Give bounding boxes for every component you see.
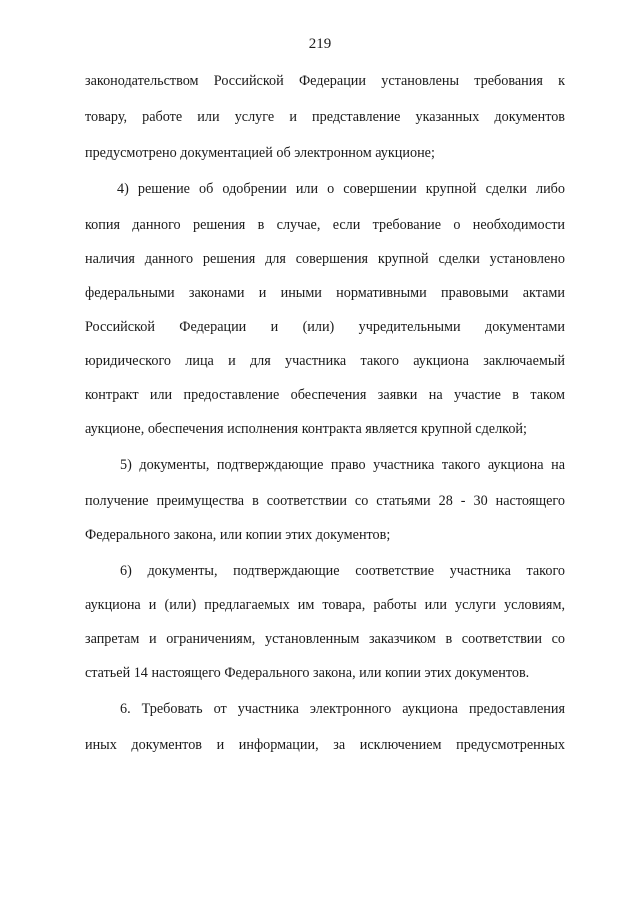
text-line: получение преимущества в соответствии со статьями 28 - 30 настоящего: [85, 493, 565, 509]
text-line: наличия данного решения для совершения крупной сделки установлено: [85, 251, 565, 267]
text-line: иных документов и информации, за исключением предусмотренных: [85, 737, 565, 753]
text-line: юридического лица и для участника такого аукциона заключаемый: [85, 353, 565, 369]
text-line: копия данного решения в случае, если требование о необходимости: [85, 217, 565, 233]
text-line: аукциона и (или) предлагаемых им товара, работы или услуги условиям,: [85, 597, 565, 613]
text-line: контракт или предоставление обеспечения заявки на участие в таком: [85, 387, 565, 403]
text-line: предусмотрено документацией об электронном аукционе;: [85, 145, 435, 161]
text-line: 6. Требовать от участника электронного аукциона предоставления: [120, 701, 565, 717]
text-line: 4) решение об одобрении или о совершении крупной сделки либо: [117, 181, 565, 197]
text-line: аукционе, обеспечения исполнения контракта является крупной сделкой;: [85, 421, 527, 437]
text-line: законодательством Российской Федерации установлены требования к: [85, 73, 565, 89]
text-line: запретам и ограничениям, установленным заказчиком в соответствии со: [85, 631, 565, 647]
text-line: федеральными законами и иными нормативными правовыми актами: [85, 285, 565, 301]
text-line: статьей 14 настоящего Федерального закона, или копии этих документов.: [85, 665, 530, 681]
text-line: Российской Федерации и (или) учредительными документами: [85, 319, 565, 335]
page-number: 219: [308, 36, 332, 52]
text-line: товару, работе или услуге и представление указанных документов: [85, 109, 565, 125]
text-line: 6) документы, подтверждающие соответствие участника такого: [120, 563, 565, 579]
text-line: 5) документы, подтверждающие право участника такого аукциона на: [120, 457, 565, 473]
text-line: Федерального закона, или копии этих документов;: [85, 527, 391, 543]
